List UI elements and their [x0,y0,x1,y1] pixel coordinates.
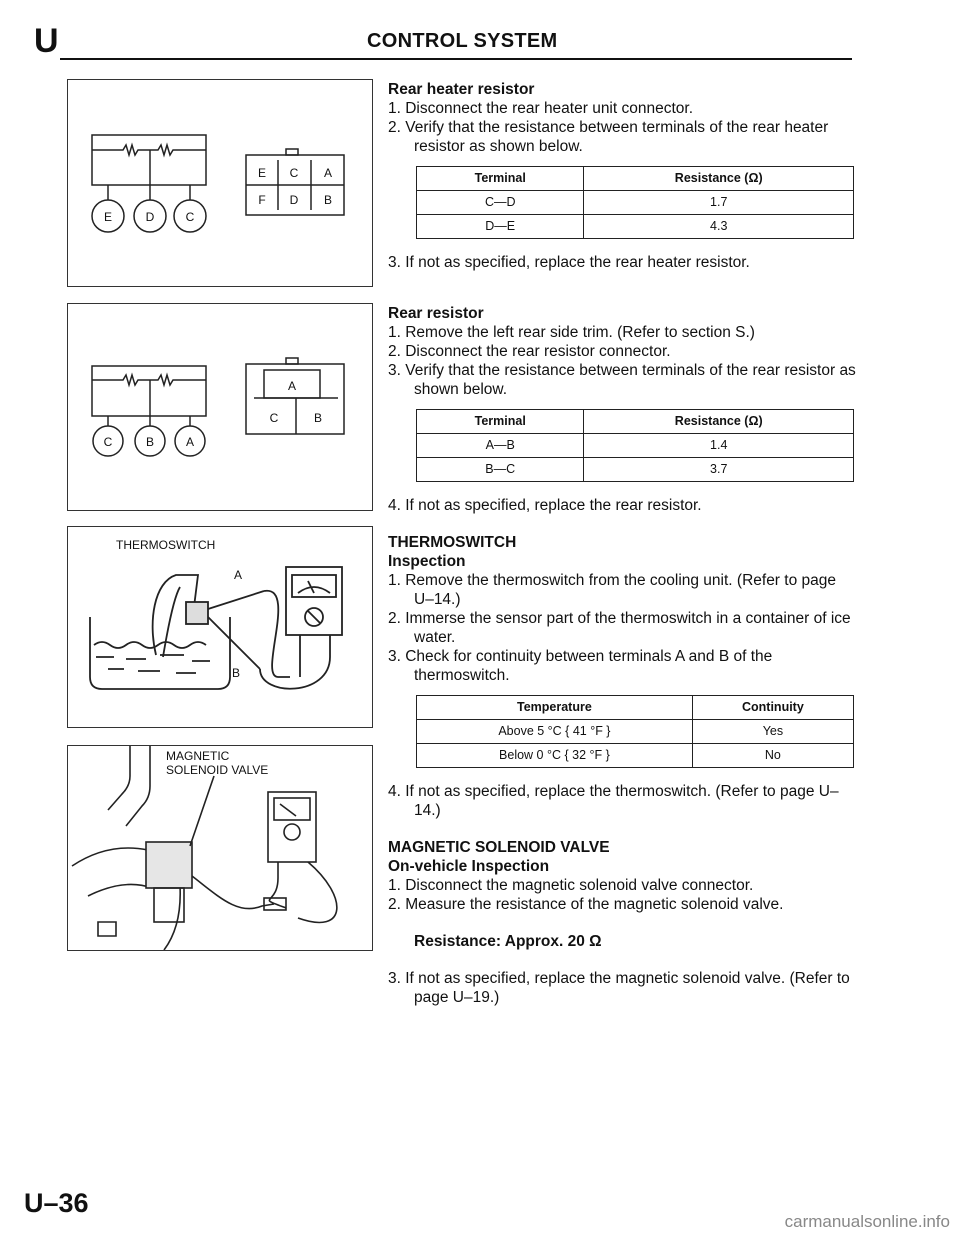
step: 1. Remove the left rear side trim. (Refer to section S.) [388,324,755,341]
connector-pin: C [289,166,299,180]
table-row [417,458,854,482]
rear-heater-resistance-table [416,166,854,239]
table-cell: Below 0 °C { 32 °F } [417,744,693,768]
rear-heater-resistor-diagram [68,80,372,286]
connector-pin: F [258,193,266,207]
table-cell: D—E [417,215,584,239]
rear-heater-resistor-heading: Rear heater resistor [388,81,535,98]
circuit-terminal: B [145,435,155,449]
watermark: carmanualsonline.info [784,1212,950,1231]
table-cell: B—C [417,458,584,482]
connector-pin: E [257,166,267,180]
table-header: Resistance (Ω) [584,167,854,191]
table-cell: 1.7 [584,191,854,215]
table-row [417,744,854,768]
solenoid-label-line2: SOLENOID VALVE [166,763,269,777]
connector-pin: C [269,411,279,425]
connector-pin: B [323,193,333,207]
solenoid-valve-diagram [68,746,372,950]
figure-rear-heater-resistor [67,79,373,287]
thermoswitch-continuity-table [416,695,854,768]
connector-pin: D [289,193,299,207]
circuit-terminal: D [145,210,155,224]
thermoswitch-diagram [68,527,372,727]
circuit-terminal: A [185,435,195,449]
table-header: Resistance (Ω) [584,410,854,434]
table-cell: 3.7 [584,458,854,482]
step: 4. If not as specified, replace the rear resistor. [388,497,702,514]
thermoswitch-heading: THERMOSWITCH [388,534,517,551]
magnetic-valve-heading: MAGNETIC SOLENOID VALVE [388,839,610,856]
table-row [417,434,854,458]
connector-pin: A [323,166,333,180]
table-header: Continuity [692,696,853,720]
table-cell: Above 5 °C { 41 °F } [417,720,693,744]
table-row [417,191,854,215]
table-row [417,720,854,744]
step: 3. If not as specified, replace the rear heater resistor. [388,254,750,271]
figure-magnetic-solenoid-valve [67,745,373,951]
circuit-terminal: E [103,210,113,224]
header-rule [60,58,852,60]
circuit-terminal: C [103,435,113,449]
circuit-terminal: C [185,210,195,224]
connector-pin: B [313,411,323,425]
lead-label-b: B [232,666,241,680]
step: 2. Verify that the resistance between terminals of the rear heater resistor as shown below. [388,119,829,155]
step: 2. Immerse the sensor part of the thermoswitch in a container of ice water. [388,610,851,646]
lead-label-a: A [234,568,243,582]
section-letter: U [34,22,59,60]
thermoswitch-label: THERMOSWITCH [116,538,216,552]
rear-resistor-heading: Rear resistor [388,305,484,322]
step: 1. Disconnect the magnetic solenoid valve connector. [388,877,754,894]
resistance-spec: Resistance: Approx. 20 Ω [414,933,602,950]
table-cell: 4.3 [584,215,854,239]
table-header: Terminal [417,410,584,434]
step: 2. Measure the resistance of the magnetic solenoid valve. [388,896,784,913]
table-cell: Yes [692,720,853,744]
table-cell: C—D [417,191,584,215]
step: 3. Check for continuity between terminals A and B of the thermoswitch. [388,648,773,684]
table-header: Temperature [417,696,693,720]
page-title: CONTROL SYSTEM [367,30,558,52]
table-row [417,215,854,239]
rear-resistor-diagram [68,304,372,510]
magnetic-valve-subheading: On-vehicle Inspection [388,858,550,875]
table-header: Terminal [417,167,584,191]
step: 2. Disconnect the rear resistor connector. [388,343,671,360]
rear-resistance-table [416,409,854,482]
step: 1. Disconnect the rear heater unit connector. [388,100,694,117]
table-cell: A—B [417,434,584,458]
thermoswitch-subheading: Inspection [388,553,466,570]
table-cell: 1.4 [584,434,854,458]
solenoid-label-line1: MAGNETIC [166,749,230,763]
step: 1. Remove the thermoswitch from the cooling unit. (Refer to page U–14.) [388,572,836,608]
step: 4. If not as specified, replace the thermoswitch. (Refer to page U–14.) [388,783,839,819]
page-number: U–36 [24,1188,89,1218]
content-column [388,80,858,1007]
table-cell: No [692,744,853,768]
figure-rear-resistor [67,303,373,511]
figure-thermoswitch [67,526,373,728]
step: 3. If not as specified, replace the magnetic solenoid valve. (Refer to page U–19.) [388,970,850,1006]
step: 3. Verify that the resistance between terminals of the rear resistor as shown below. [388,362,856,398]
connector-pin: A [287,379,297,393]
